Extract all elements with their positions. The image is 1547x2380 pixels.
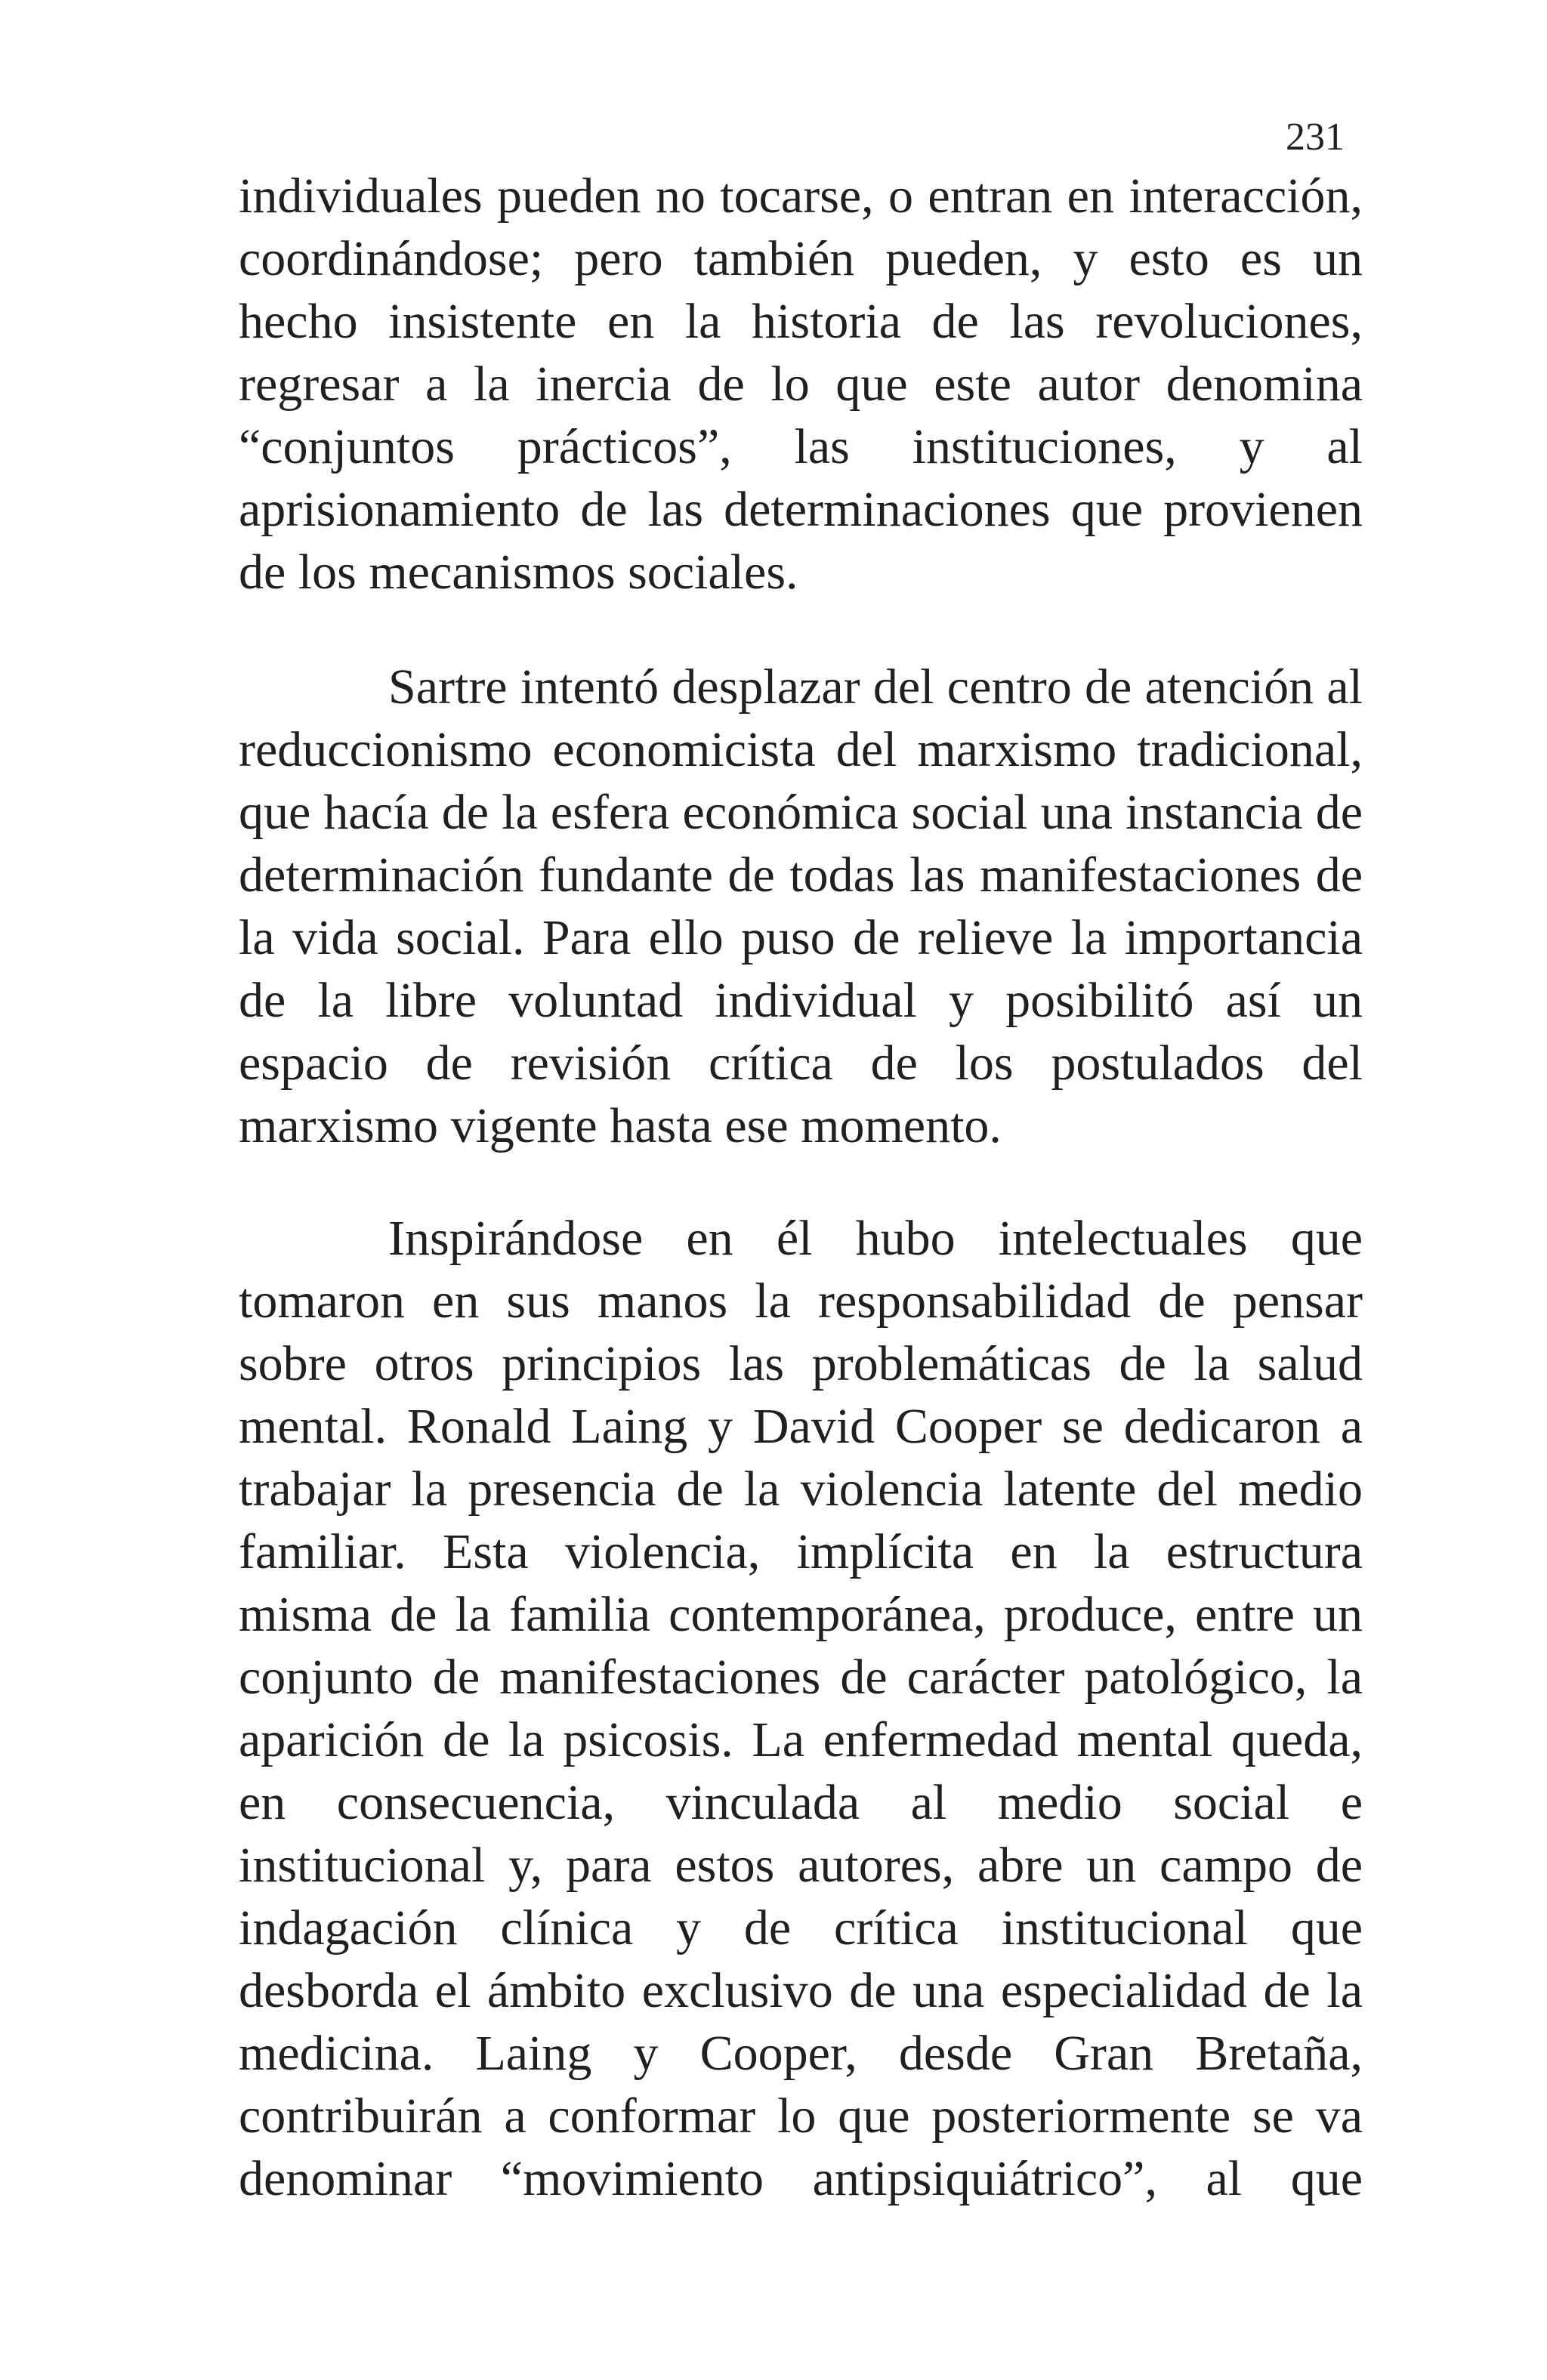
page-number: 231 [1286,116,1345,159]
paragraph-sartre: Sartre intentó desplazar del centro de atención al reduccionismo economicista del marxismo tradicional, que hacía de la esfera económica social una instancia de determinación fundante de todas las manifestaciones de la vida social. Para ello puso de relieve la importancia de la libre voluntad individual y posibilitó así un espacio de revisión crítica de los postulados del marxismo vigente hasta ese momento. [239,659,1363,1153]
paragraph-laing-cooper: Inspirándose en él hubo intelectuales que tomaron en sus manos la responsabilidad de pensar sobre otros principios las problemáticas de la salud mental. Ronald Laing y David Cooper se dedicaron a trabajar la presencia de la violencia latente del medio familiar. Esta violencia, implícita en la estructura misma de la familia contemporánea, produce, entre un conjunto de manifestaciones de carácter patológico, la aparición de la psicosis. La enfermedad mental queda, en consecuencia, vinculada al medio social e institucional y, para estos autores, abre un campo de indagación clínica y de crítica institucional que desborda el ámbito exclusivo de una especialidad de la medicina. Laing y Cooper, desde Gran Bretaña, contribuirán a conformar lo que posteriormente se va denominar “movimiento antipsiquiátrico”, al que [239,1211,1363,2206]
paragraph-continuation: individuales pueden no tocarse, o entran en interacción, coordinándose; pero también pueden, y esto es un hecho insistente en la historia de las revoluciones, regresar a la inercia de lo que este autor denomina “conjuntos prácticos”, las instituciones, y al aprisionamiento de las determinaciones que provienen de los mecanismos sociales. [239,168,1363,600]
